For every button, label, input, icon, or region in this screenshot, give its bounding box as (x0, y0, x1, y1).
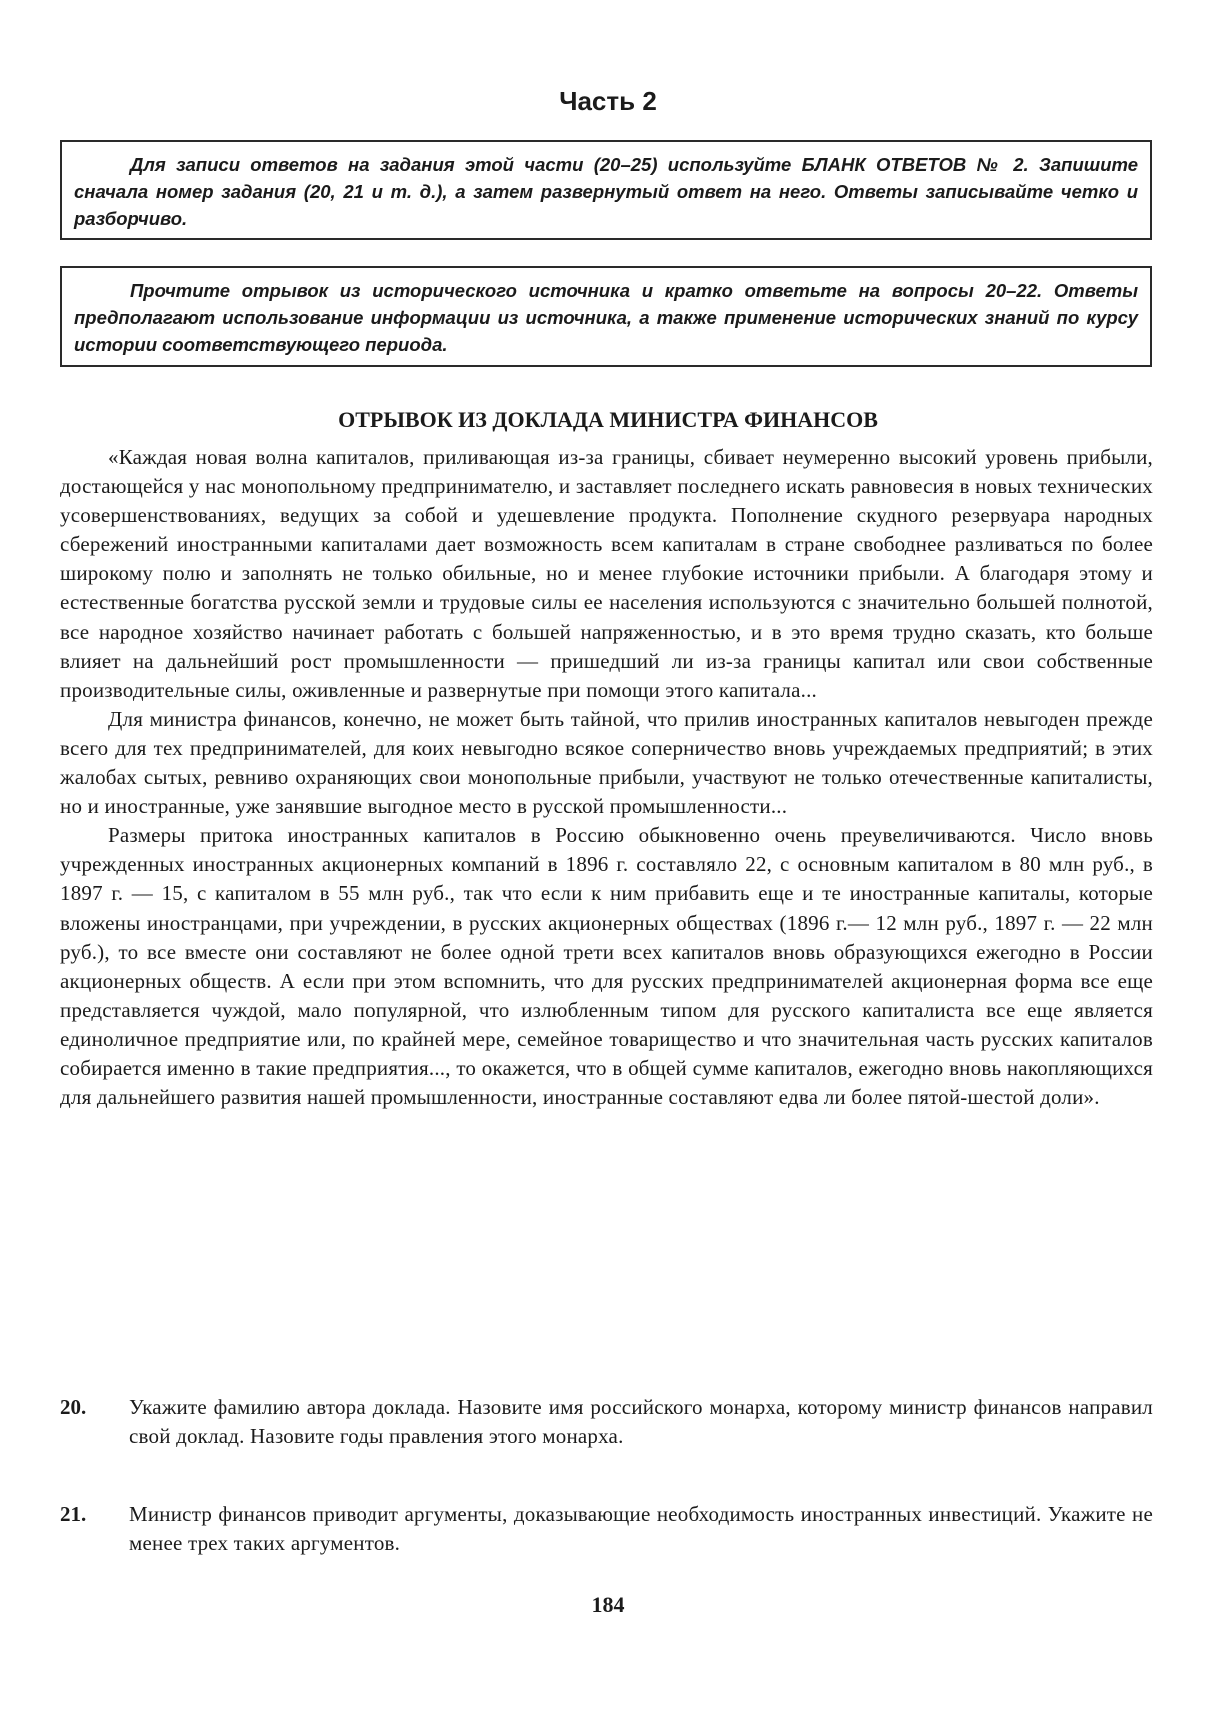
source-paragraph: Для министра финансов, конечно, не может быть тайной, что прилив иностранных капиталов невыгоден прежде всего для тех предпринимателей, для коих невыгодно всякое соперничество вновь учреждаемых предприятий; в этих жалобах сытых, ревниво охраняющих свои монопольные прибыли, участвуют не только отечественные капиталисты, но и иностранные, уже занявшие выгодное место в русской промышленности... (60, 706, 1153, 819)
part-title: Часть 2 (559, 86, 657, 116)
source-task-instructions: Прочтите отрывок из исторического источника и кратко ответьте на вопросы 20–22. Ответы предполагают использование информации из источника, а также применение исторических знаний по курсу истории соответствующего периода. (60, 266, 1152, 367)
source-paragraph: «Каждая новая волна капиталов, приливающая из-за границы, сбивает неумеренно высокий уровень прибыли, достающейся у нас монопольному предпринимателю, и заставляет последнего искать равновесия в новых технических усовершенствованиях, ведущих за собой и удешевление продукта. Пополнение скудного резервуара народных сбережений иностранными капиталами дает возможность всем капиталам в стране свободнее разливаться по более широкому полю и заполнять не только обильные, но и менее глубокие источники прибыли. А благодаря этому и естественные богатства русской земли и трудовые силы ее населения используются с значительно большей полнотой, все народное хозяйство начинает работать с большей напряженностью, и в это время трудно сказать, кто больше влияет на дальнейший рост промышленности — пришедший ли из-за границы капитал или свои собственные производительные силы, оживленные и развернутые при помощи этого капитала... (60, 445, 1153, 702)
question-number: 20. (60, 1395, 87, 1419)
source-title: ОТРЫВОК ИЗ ДОКЛАДА МИНИСТРА ФИНАНСОВ (338, 407, 878, 432)
question-number: 21. (60, 1502, 87, 1526)
answer-form-instructions: Для записи ответов на задания этой части (20–25) используйте БЛАНК ОТВЕТОВ № 2. Запишите сначала номер задания (20, 21 и т. д.), а затем развернутый ответ на него. Ответы записывайте четко и разборчиво. (60, 140, 1152, 240)
source-text (60, 443, 1153, 1112)
question-text: Министр финансов приводит аргументы, доказывающие необходимость иностранных инвестиций. Укажите не менее трех таких аргументов. (129, 1502, 1153, 1555)
page-number: 184 (591, 1592, 625, 1617)
question-20 (60, 1393, 1153, 1451)
question-21 (60, 1500, 1153, 1558)
source-paragraph: Размеры притока иностранных капиталов в Россию обыкновенно очень преувеличиваются. Число вновь учрежденных иностранных акционерных компаний в 1896 г. составляло 22, с основным капиталом в 80 млн руб., в 1897 г. — 15, с капиталом в 55 млн руб., так что если к ним прибавить еще и те иностранные капиталы, которые вложены иностранцами, при учреждении, в русских акционерных обществах (1896 г.— 12 млн руб., 1897 г. — 22 млн руб.), то все вместе они составляют не более одной трети всех капиталов вновь образующихся ежегодно в России акционерных обществ. А если при этом вспомнить, что для русских предпринимателей акционерная форма все еще представляется чуждой, мало популярной, что излюбленным типом для русского капиталиста все еще является единоличное предприятие или, по крайней мере, семейное товарищество и что значительная часть русских капиталов собирается именно в такие предприятия..., то окажется, что в общей сумме капиталов, ежегодно вновь накопляющихся для дальнейшего развития нашей промышленности, иностранные составляют едва ли более пятой-шестой доли». (60, 823, 1153, 1110)
question-text: Укажите фамилию автора доклада. Назовите имя российского монарха, которому министр финансов направил свой доклад. Назовите годы правления этого монарха. (129, 1395, 1153, 1448)
